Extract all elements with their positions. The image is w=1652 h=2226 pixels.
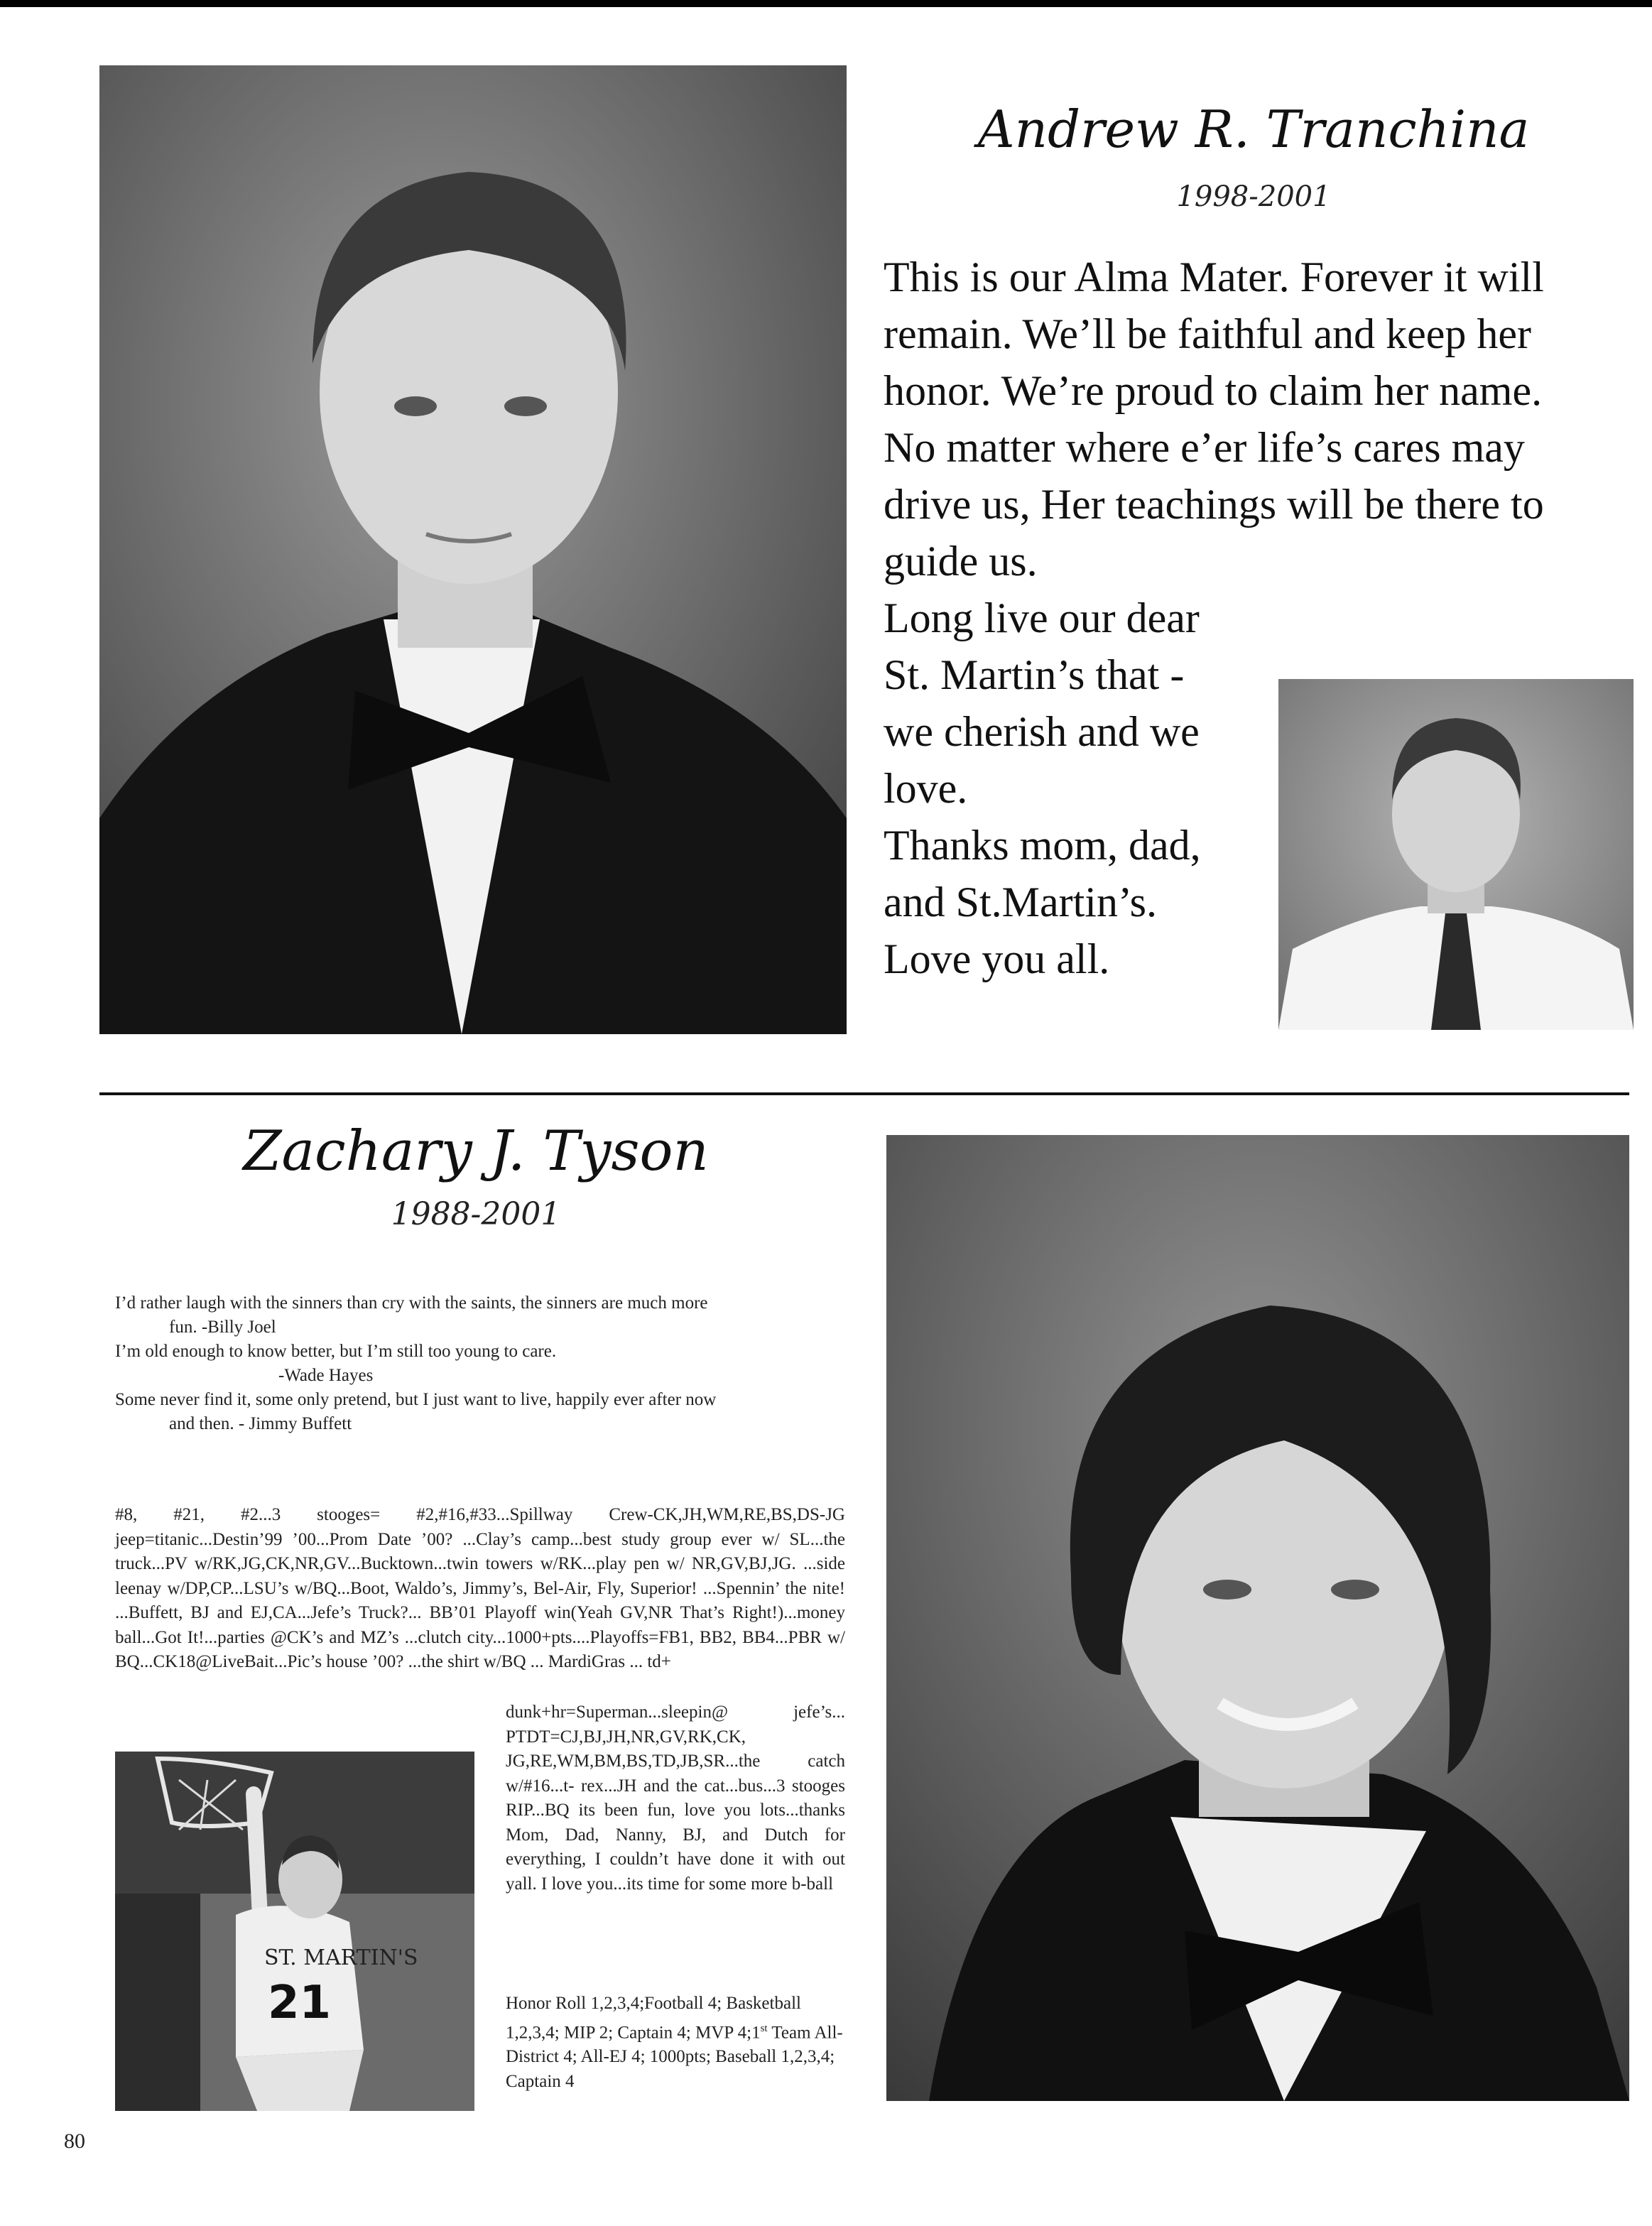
poem-line: St. Martin’s that - xyxy=(884,651,1185,698)
quote-line: Some never find it, some only pretend, but I just want to live, happily ever after now xyxy=(115,1390,717,1409)
honors-superscript: st xyxy=(760,2022,768,2034)
senior-name-zachary: Zachary J. Tyson xyxy=(243,1119,709,1183)
jersey-number: 21 xyxy=(268,1977,332,2029)
quote-line: fun. -Billy Joel xyxy=(169,1318,276,1337)
poem-line: Long live our dear xyxy=(884,594,1200,641)
honors-text-continued: Team All-District 4; All-EJ 4; 1000pts; Baseball 1,2,3,4; Captain 4 xyxy=(506,2022,843,2091)
top-border xyxy=(0,0,1652,7)
quote-line: and then. - Jimmy Buffett xyxy=(169,1414,352,1433)
poem-line: This is our Alma Mater. Forever it will xyxy=(884,254,1544,300)
memories-text: #8, #21, #2...3 stooges= #2,#16,#33...Spillway Crew-CK,JH,WM,RE,BS,DS-JG jeep=titanic...Destin’99 ’00...Prom Date ’00? ...Clay’s camp...best study group ever w/ SL...the truck...PV w/RK,JG,CK,NR,GV...Bucktown...twin towers w/RK...play pen w/ NR,GV,BJ,JG. ...side leenay w/DP,CP...LSU’s w/BQ...Boot, Waldo’s, Jimmy’s, Bel-Air, Fly, Superior! ...Spennin’ the nite! ...Buffett, BJ and EJ,CA...Jefe’s Truck?... BB’01 Playoff win(Yeah GV,NR That’s Right!)...money ball...Got It!...parties @CK’s and MZ’s ...clutch city...1000+pts....Playoffs=FB1, BB2, BB4...PBR w/ BQ...CK18@LiveBait...Pic’s house ’00? ...the shirt w/BQ ... MardiGras ... td+ xyxy=(115,1505,845,1671)
quotes-block xyxy=(115,1291,839,1436)
quote-line: I’m old enough to know better, but I’m still too young to care. xyxy=(115,1342,557,1361)
poem-line: guide us. xyxy=(884,538,1038,585)
poem-line: drive us, Her teachings will be there to xyxy=(884,481,1544,528)
basketball-action-photo xyxy=(115,1752,474,2111)
honors-list xyxy=(506,1992,845,2094)
quote-line: -Wade Hayes xyxy=(278,1366,374,1385)
senior-years-zachary: 1988-2001 xyxy=(391,1196,561,1232)
quote-line: I’d rather laugh with the sinners than cry with the saints, the sinners are much more xyxy=(115,1293,708,1313)
memories-text-continued: dunk+hr=Superman...sleepin@ jefe’s... PTDT=CJ,BJ,JH,NR,GV,RK,CK, JG,RE,WM,BM,BS,TD,JB,SR...the catch w/#16...t- rex...JH and the cat...bus...3 stooges RIP...BQ its been fun, love you lots...thanks Mom, Dad, Nanny, BJ, and Dutch for everything, I couldn’t have done it with out yall. I love you...its time for some more b-ball xyxy=(506,1703,845,1894)
poem-line: No matter where e’er life’s cares may xyxy=(884,424,1525,471)
senior-years-andrew: 1998-2001 xyxy=(1176,180,1331,213)
honors-text: Honor Roll 1,2,3,4;Football 4; Basketball 1,2,3,4; MIP 2; Captain 4; MVP 4;1 xyxy=(506,1994,801,2042)
poem-line: we cherish and we xyxy=(884,708,1200,755)
poem-line: Love you all. xyxy=(884,935,1110,982)
section-divider xyxy=(99,1092,1629,1095)
jersey-lettering: ST. MARTIN'S xyxy=(264,1945,418,1970)
portrait-photo-andrew xyxy=(99,65,847,1034)
poem-line: honor. We’re proud to claim her name. xyxy=(884,367,1543,414)
poem-line: remain. We’ll be faithful and keep her xyxy=(884,310,1532,357)
senior-name-andrew: Andrew R. Tranchina xyxy=(977,99,1530,159)
childhood-photo-andrew xyxy=(1278,679,1634,1030)
poem-line: and St.Martin’s. xyxy=(884,879,1157,925)
poem-line: Thanks mom, dad, xyxy=(884,822,1201,869)
page-number: 80 xyxy=(64,2129,85,2153)
portrait-photo-zachary xyxy=(886,1135,1629,2101)
poem-line: love. xyxy=(884,765,968,812)
